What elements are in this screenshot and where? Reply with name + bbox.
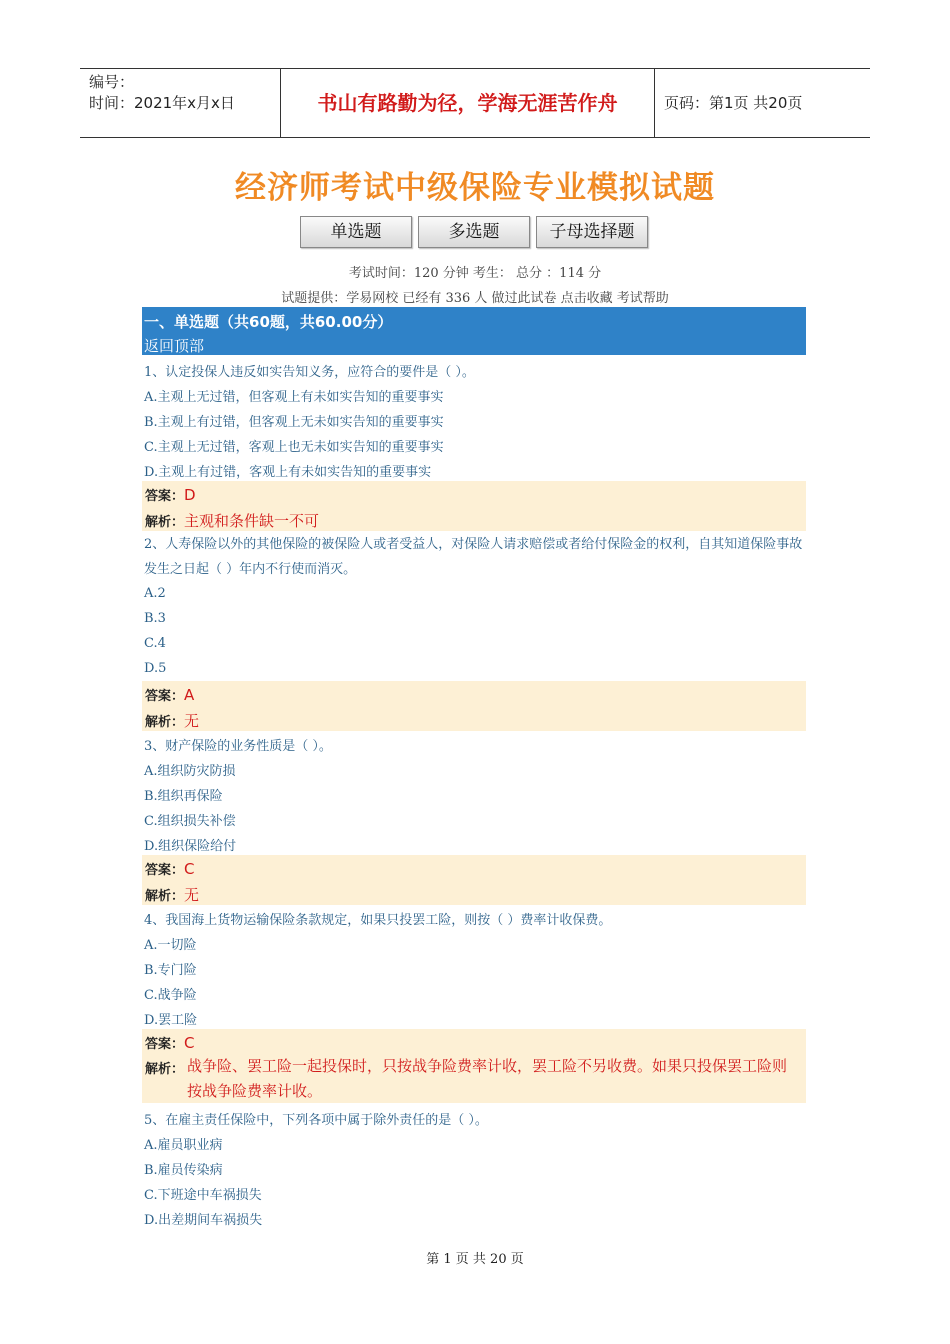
analysis-value: 战争险、罢工险一起投保时，只按战争险费率计收，罢工险不另收费。如果只投保罢工险则按战争险费率计收。 [187, 1057, 788, 1100]
question-option[interactable]: D.出差期间车祸损失 [144, 1213, 263, 1228]
question-option[interactable]: B.组织再保险 [144, 789, 223, 804]
time-label: 时间：2021年x月x日 [89, 94, 235, 112]
document-header [80, 68, 870, 138]
question-option[interactable]: D.5 [144, 661, 167, 676]
answer-label: 答案： [145, 863, 185, 878]
question-option[interactable]: D.组织保险给付 [144, 839, 237, 854]
page-title: 经济师考试中级保险专业模拟试题 [235, 170, 715, 206]
exam-meta-line2: 试题提供：学易网校 已经有 336 人 做过此试卷 点击收藏 考试帮助 [281, 291, 669, 306]
question-option[interactable]: B.3 [144, 611, 166, 626]
back-to-top-link[interactable]: 返回顶部 [144, 337, 205, 355]
header-page-info: 页码：第1页 共20页 [664, 94, 803, 112]
question-stem: 3、财产保险的业务性质是（ ）。 [144, 739, 332, 754]
single-choice-button[interactable]: 单选题 [300, 216, 412, 248]
question-stem: 5、在雇主责任保险中，下列各项中属于除外责任的是（ ）。 [144, 1113, 488, 1128]
question-stem: 2、人寿保险以外的其他保险的被保险人或者受益人，对保险人请求赔偿或者给付保险金的权利，自其知道保险事故发生之日起（ ）年内不行使而消灭。 [144, 537, 803, 577]
question-option[interactable]: C.4 [144, 636, 166, 651]
question-option[interactable]: A.组织防灾防损 [144, 764, 236, 779]
analysis-value: 无 [184, 712, 200, 730]
question-option[interactable]: B.专门险 [144, 963, 197, 978]
analysis-label: 解析： [145, 515, 185, 530]
analysis-label: 解析： [145, 715, 185, 730]
answer-value: D [184, 486, 196, 504]
multiple-choice-button[interactable]: 多选题 [418, 216, 530, 248]
question-option[interactable]: A.一切险 [144, 938, 197, 953]
section-title: 一、单选题（共60题，共60.00分） [144, 313, 393, 331]
answer-box [142, 855, 806, 905]
header-info-cell [80, 69, 281, 137]
question-option[interactable]: A.主观上无过错，但客观上有未如实告知的重要事实 [144, 390, 444, 405]
answer-label: 答案： [145, 489, 185, 504]
answer-label: 答案： [145, 1037, 185, 1052]
question-option[interactable]: A.雇员职业病 [144, 1138, 223, 1153]
question-stem: 4、我国海上货物运输保险条款规定，如果只投罢工险，则按（ ）费率计收保费。 [144, 913, 612, 928]
exam-meta-line1: 考试时间：120 分钟 考生： 总分 ：114 分 [348, 266, 602, 281]
question-option[interactable]: C.主观上无过错，客观上也无未如实告知的重要事实 [144, 440, 444, 455]
answer-value: C [184, 860, 195, 878]
answer-box [142, 681, 806, 731]
answer-box [142, 481, 806, 531]
question-stem: 1、认定投保人违反如实告知义务，应符合的要件是（ ）。 [144, 365, 475, 380]
section-header [142, 307, 806, 355]
header-motto: 书山有路勤为径，学海无涯苦作舟 [281, 69, 655, 137]
answer-value: A [184, 686, 195, 704]
compound-choice-button[interactable]: 子母选择题 [536, 216, 648, 248]
analysis-value: 主观和条件缺一不可 [184, 512, 320, 530]
question-option[interactable]: C.下班途中车祸损失 [144, 1188, 262, 1203]
analysis-label: 解析： [145, 889, 185, 904]
question-option[interactable]: A.2 [144, 586, 166, 601]
analysis-label: 解析： [145, 1062, 185, 1077]
question-option[interactable]: B.雇员传染病 [144, 1163, 223, 1178]
analysis-value: 无 [184, 886, 200, 904]
answer-box [142, 1029, 806, 1103]
answer-label: 答案： [145, 689, 185, 704]
question-option[interactable]: D.罢工险 [144, 1013, 198, 1028]
question-option[interactable]: B.主观上有过错，但客观上无未如实告知的重要事实 [144, 415, 444, 430]
question-option[interactable]: D.主观上有过错，客观上有未如实告知的重要事实 [144, 465, 432, 480]
question-option[interactable]: C.战争险 [144, 988, 197, 1003]
answer-value: C [184, 1034, 195, 1052]
number-label: 编号： [89, 73, 135, 91]
question-option[interactable]: C.组织损失补偿 [144, 814, 236, 829]
page-footer: 第 1 页 共 20 页 [426, 1252, 524, 1267]
